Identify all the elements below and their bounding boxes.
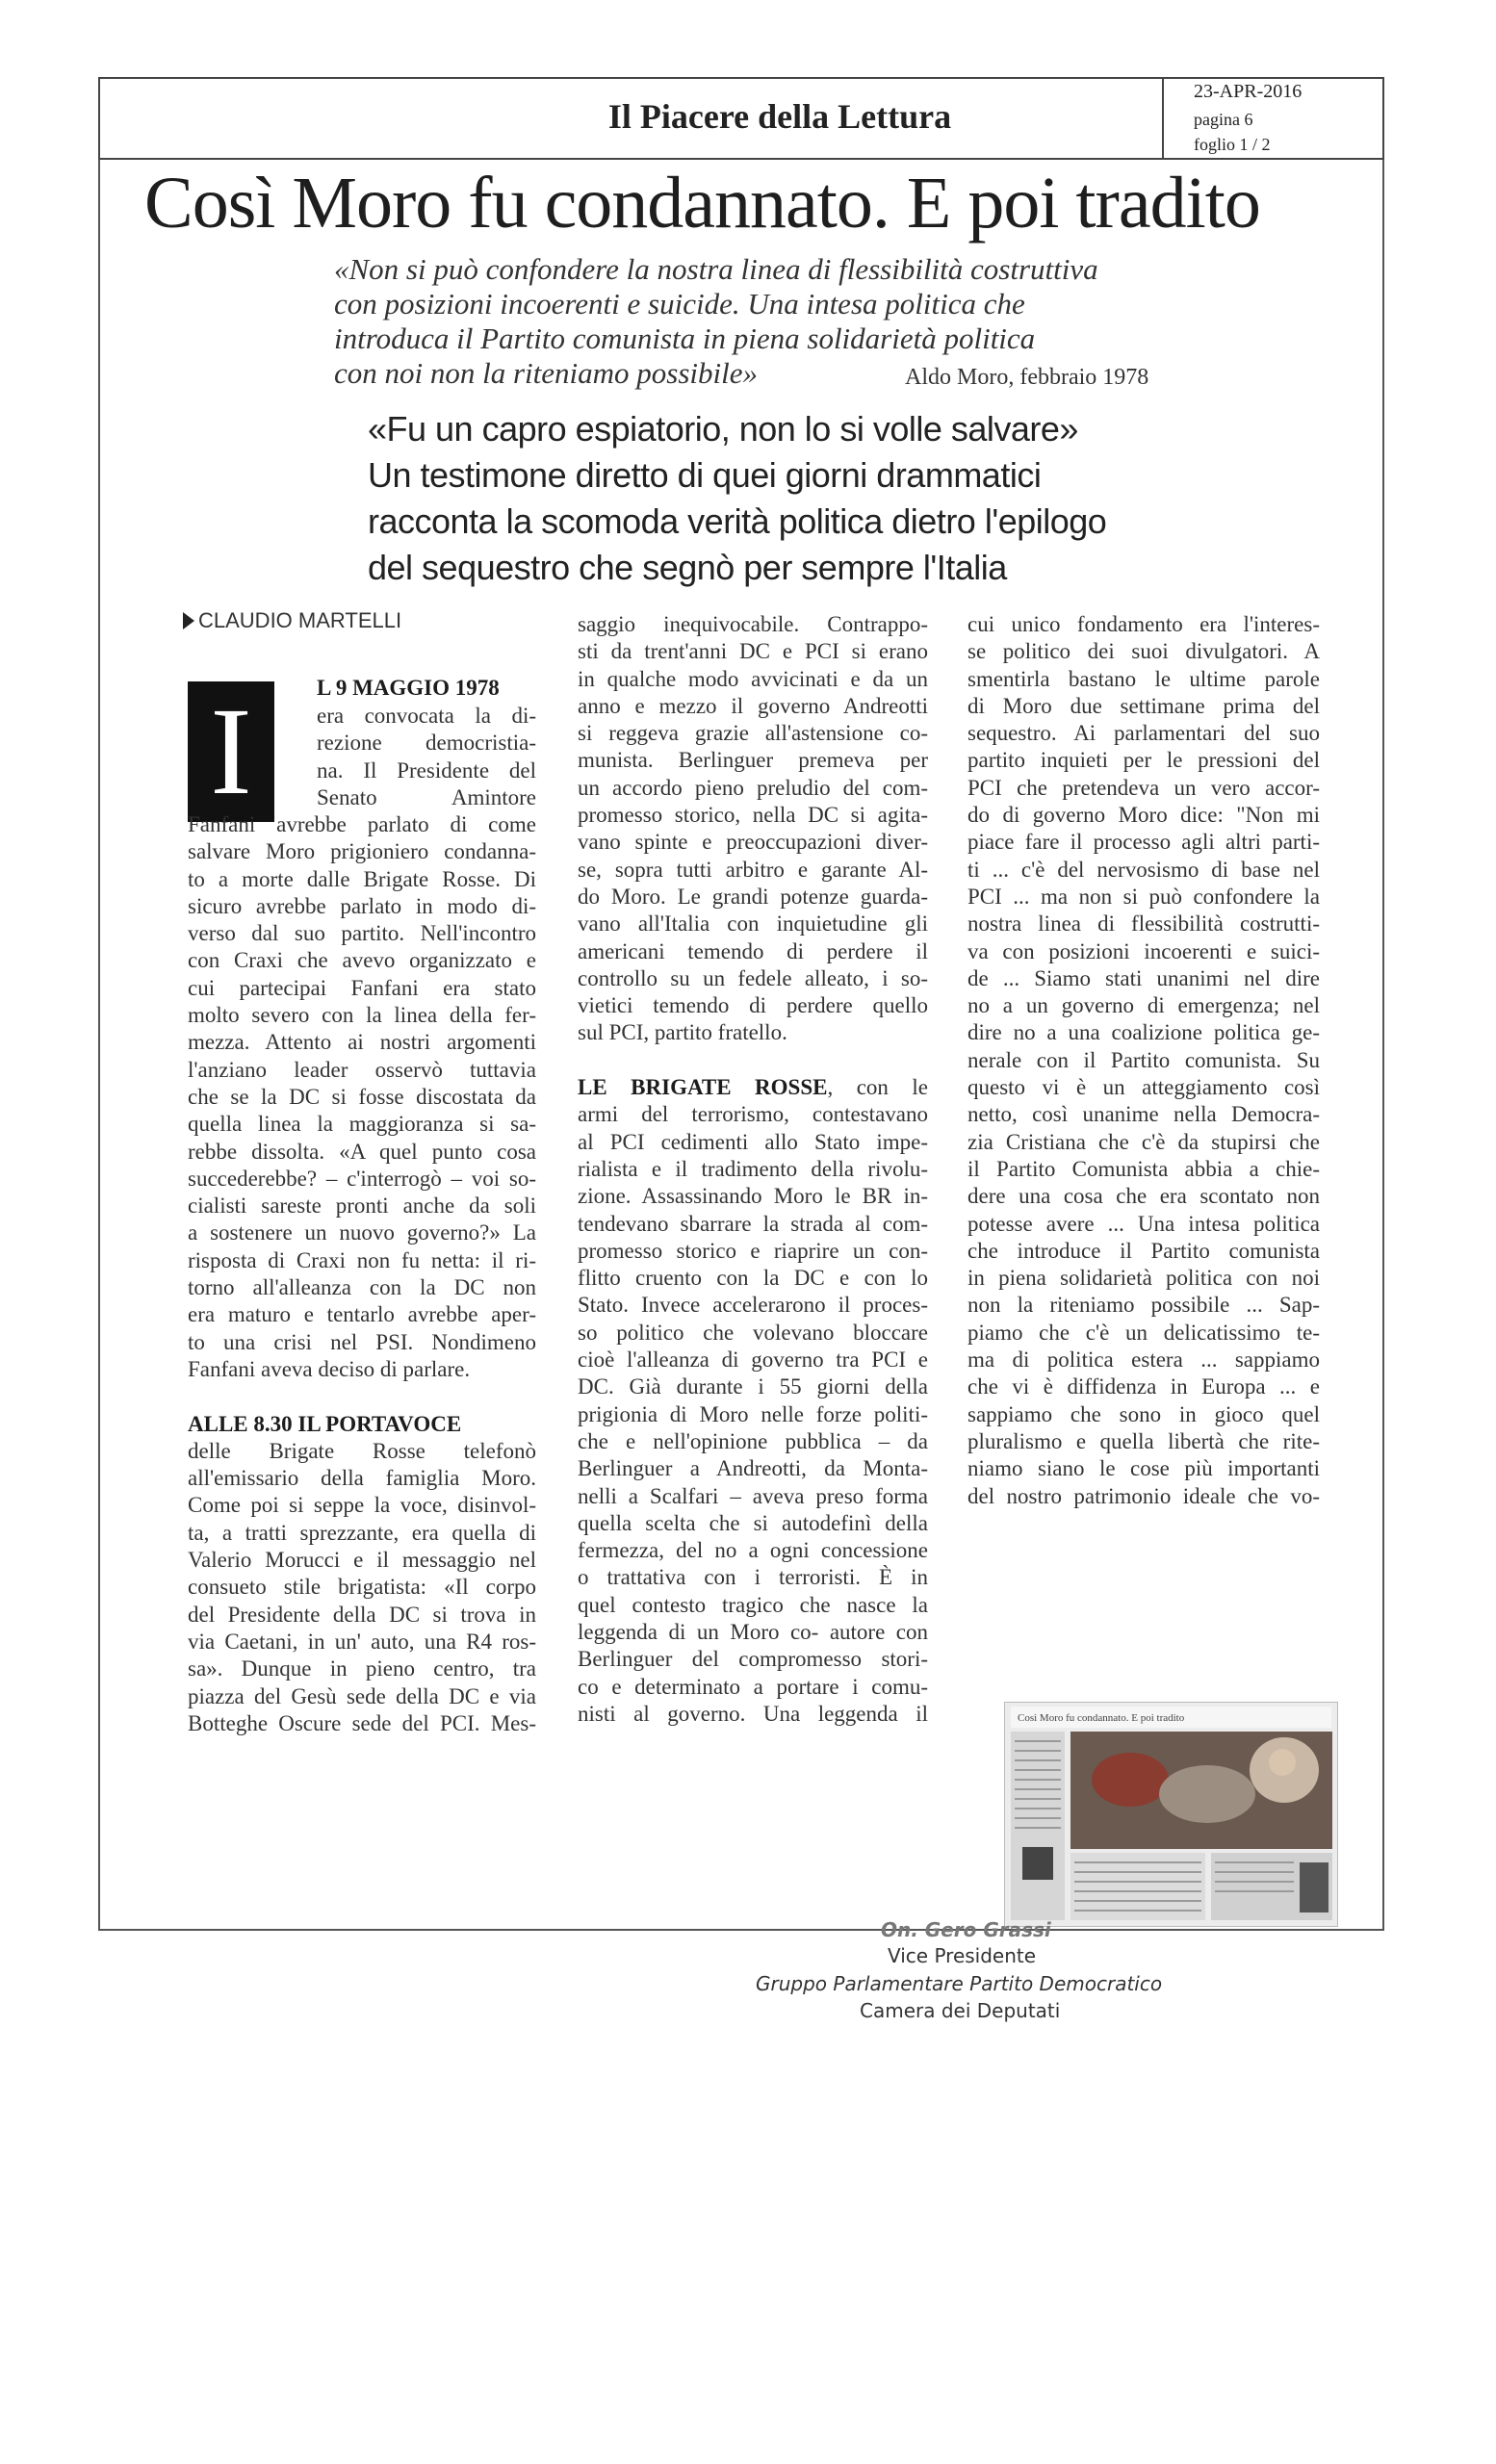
text-line: quel contesto tragico che nasce la bbox=[578, 1592, 928, 1617]
quote-line: introduca il Partito comunista in piena solidarietà politica bbox=[334, 321, 1036, 355]
text-line: si reggeva grazie all'astensione co- bbox=[578, 721, 928, 746]
text-line: quella scelta che si autodefinì della bbox=[578, 1510, 928, 1535]
text-line: smentirla bastano le ultime parole bbox=[967, 666, 1320, 691]
text-line: cui unico fondamento era l'interes- bbox=[967, 612, 1320, 636]
text-line: Fanfani aveva deciso di parlare. bbox=[188, 1356, 471, 1381]
text-line: in qualche modo avvicinati e da un bbox=[578, 666, 928, 691]
text-line: molto severo con la linea della fer- bbox=[188, 1003, 536, 1028]
text-line: era convocata la di- bbox=[317, 704, 536, 728]
sheet-number: foglio 1 / 2 bbox=[1194, 135, 1271, 154]
column-3 bbox=[967, 611, 1320, 1510]
text-line: PCI che pretendeva un vero accor- bbox=[967, 775, 1320, 800]
text-line: flitto cruento con la DC e con lo bbox=[578, 1266, 928, 1291]
text-line: ta, a tratti sprezzante, era quella di bbox=[188, 1520, 536, 1545]
text-line: sappiamo che sono in gioco quel bbox=[967, 1401, 1320, 1426]
text-line: anno e mezzo il governo Andreotti bbox=[578, 693, 928, 718]
text-line: a sostenere un nuovo governo?» La bbox=[188, 1220, 536, 1245]
text-line: vano all'Italia con inquietudine gli bbox=[578, 911, 928, 937]
text-line: al PCI cedimenti allo Stato impe- bbox=[578, 1129, 928, 1154]
subtitle-line: Un testimone diretto di quei giorni drammatici bbox=[368, 455, 1042, 495]
text-line: del nostro patrimonio ideale che vo- bbox=[967, 1483, 1320, 1508]
text-line: rialista e il tradimento della rivolu- bbox=[578, 1156, 928, 1181]
text-line: fermezza, del no a ogni concessione bbox=[578, 1538, 928, 1563]
text-line: sicuro avrebbe parlato in modo di- bbox=[188, 893, 536, 918]
run-in-heading bbox=[188, 1411, 536, 1438]
text-line: con Craxi che avevo organizzato e bbox=[188, 948, 536, 973]
text-line: non la riteniamo possibile ... Sap- bbox=[967, 1293, 1320, 1318]
text-line: potesse avere ... Una intesa politica bbox=[967, 1211, 1320, 1236]
text-line: dire no a una coalizione politica ge- bbox=[967, 1020, 1320, 1045]
quote-line: con posizioni incoerenti e suicide. Una intesa politica che bbox=[334, 287, 1025, 321]
text-line: che e nell'opinione pubblica – da bbox=[578, 1428, 928, 1453]
stamp-name: On. Gero Grassi bbox=[881, 1918, 1051, 1941]
text-line: do Moro. Le grandi potenze guarda- bbox=[578, 884, 928, 909]
subtitle-line: racconta la scomoda verità politica dietro l'epilogo bbox=[368, 501, 1107, 541]
text-line: do di governo Moro dice: "Non mi bbox=[967, 803, 1320, 828]
quote-attribution: Aldo Moro, febbraio 1978 bbox=[905, 365, 1149, 390]
text-line: no a un governo di emergenza; nel bbox=[967, 993, 1320, 1018]
text-line: to una crisi nel PSI. Nondimeno bbox=[188, 1329, 536, 1354]
text-line: verso dal suo partito. Nell'incontro bbox=[188, 921, 536, 946]
quote-line: con noi non la riteniamo possibile» bbox=[334, 356, 759, 390]
text-line: pluralismo e quella libertà che rite- bbox=[967, 1428, 1320, 1453]
text-line: in piena solidarietà politica con noi bbox=[967, 1266, 1320, 1291]
text-line: sa». Dunque in pieno centro, tra bbox=[188, 1656, 536, 1681]
author-name: CLAUDIO MARTELLI bbox=[198, 608, 402, 632]
text-line: Berlinguer del compromesso stori- bbox=[578, 1647, 928, 1672]
text-line: rebbe dissolta. «A quel punto cosa bbox=[188, 1139, 536, 1164]
stamp-chamber: Camera dei Deputati bbox=[860, 1999, 1061, 2022]
text-line: Stato. Invece accelerarono il proces- bbox=[578, 1293, 928, 1318]
text-line: vietici temendo di perdere quello bbox=[578, 993, 928, 1018]
text-line: controllo su un fedele alleato, i so- bbox=[578, 965, 928, 990]
column-1-lead bbox=[317, 703, 536, 811]
text-line: zione. Assassinando Moro le BR in- bbox=[578, 1184, 928, 1209]
text-line: netto, così unanime nella Democra- bbox=[967, 1102, 1320, 1127]
text-line: via Caetani, in un' auto, una R4 ros- bbox=[188, 1629, 536, 1654]
text-line: Botteghe Oscure sede del PCI. Mes- bbox=[188, 1710, 536, 1735]
quote-line: «Non si può confondere la nostra linea di flessibilità costruttiva bbox=[334, 252, 1098, 286]
text-line: niamo siano le cose più importanti bbox=[967, 1456, 1320, 1481]
column-1 bbox=[188, 811, 536, 1737]
run-in-heading bbox=[578, 1074, 928, 1101]
run-in-caps: LE BRIGATE ROSSE bbox=[578, 1075, 828, 1100]
text-line: dere una cosa che era scontato non bbox=[967, 1184, 1320, 1209]
text-line: un accordo pieno preludio del com- bbox=[578, 775, 928, 800]
text-line: nerale con il Partito comunista. Su bbox=[967, 1047, 1320, 1072]
text-line: nelli a Scalfari – aveva preso forma bbox=[578, 1483, 928, 1508]
text-line: era maturo e tentarlo avrebbe aper- bbox=[188, 1302, 536, 1327]
text-line: cioè l'alleanza di governo tra PCI e bbox=[578, 1348, 928, 1373]
subtitle-line: del sequestro che segnò per sempre l'Italia bbox=[368, 548, 1007, 587]
text-line: piamo che c'è un delicatissimo te- bbox=[967, 1320, 1320, 1345]
text-line: piazza del Gesù sede della DC e via bbox=[188, 1683, 536, 1708]
paragraph-gap bbox=[578, 1047, 928, 1074]
issue-date: 23-APR-2016 bbox=[1194, 81, 1303, 102]
text-line: questo vi è un atteggiamento così bbox=[967, 1075, 1320, 1100]
text-line: se, sopra tutti arbitro e garante Al- bbox=[578, 857, 928, 882]
text-line: torno all'alleanza con la DC non bbox=[188, 1275, 536, 1300]
thumbnail-caption: Così Moro fu condannato. E poi tradito bbox=[1018, 1712, 1185, 1724]
lead-caps: L 9 MAGGIO 1978 bbox=[317, 676, 500, 700]
text-line: saggio inequivocabile. Contrappo- bbox=[578, 612, 928, 636]
stamp-group: Gruppo Parlamentare Partito Democratico bbox=[756, 1972, 1163, 1995]
text-line: PCI ... ma non si può confondere la bbox=[967, 884, 1320, 909]
text-line: tendevano sbarrare la strada al com- bbox=[578, 1211, 928, 1236]
text-line: rezione democristia- bbox=[317, 731, 536, 756]
text-line: Come poi si seppe la voce, disinvol- bbox=[188, 1493, 536, 1518]
text-line: DC. Già durante i 55 giorni della bbox=[578, 1374, 928, 1399]
text-line: Valerio Morucci e il messaggio nel bbox=[188, 1548, 536, 1573]
text-line: nostra linea di flessibilità costrutti- bbox=[967, 911, 1320, 937]
text-line: Fanfani avrebbe parlato di come bbox=[188, 812, 536, 836]
column-2 bbox=[578, 611, 928, 1728]
paragraph-gap bbox=[188, 1383, 536, 1410]
text-line: ti ... c'è del nervosismo di base nel bbox=[967, 857, 1320, 882]
text-line: Senato Amintore bbox=[317, 784, 536, 809]
text-line: che vi è diffidenza in Europa ... e bbox=[967, 1374, 1320, 1399]
thumbnail-art bbox=[1005, 1703, 1337, 1926]
text-line: del Presidente della DC si trova in bbox=[188, 1602, 536, 1627]
run-in-rest: , con le bbox=[827, 1075, 929, 1100]
text-line: de ... Siamo stati unanimi nel dire bbox=[967, 965, 1320, 990]
text-line: americani temendo di perdere il bbox=[578, 938, 928, 963]
text-line: risposta di Craxi non fu netta: il ri- bbox=[188, 1247, 536, 1272]
headline: Così Moro fu condannato. E poi tradito bbox=[144, 163, 1260, 244]
text-line: cialisti sareste pronti anche da soli bbox=[188, 1194, 536, 1219]
stamp-role: Vice Presidente bbox=[888, 1944, 1037, 1967]
text-line: sul PCI, partito fratello. bbox=[578, 1020, 787, 1045]
text-line: zia Cristiana che c'è da stupirsi che bbox=[967, 1129, 1320, 1154]
text-line: piace fare il processo agli altri parti- bbox=[967, 830, 1320, 855]
run-in-caps: ALLE 8.30 IL PORTAVOCE bbox=[188, 1411, 462, 1436]
text-line: nisti al governo. Una leggenda il bbox=[578, 1701, 928, 1726]
text-line: promesso storico, nella DC si agita- bbox=[578, 803, 928, 828]
text-line: se politico dei suoi divulgatori. A bbox=[967, 639, 1320, 664]
subtitle-line: «Fu un capro espiatorio, non lo si volle salvare» bbox=[368, 409, 1078, 449]
text-line: salvare Moro prigioniero condanna- bbox=[188, 839, 536, 864]
text-line: all'emissario della famiglia Moro. bbox=[188, 1466, 536, 1491]
publication-name: Il Piacere della Lettura bbox=[607, 97, 952, 136]
dropcap: I bbox=[188, 681, 274, 822]
text-line: leggenda di un Moro co- autore con bbox=[578, 1619, 928, 1644]
text-line: va con posizioni incoerenti e suici- bbox=[967, 938, 1320, 963]
text-line: di Moro due settimane prima del bbox=[967, 693, 1320, 718]
text-line: sequestro. Ai parlamentari del suo bbox=[967, 721, 1320, 746]
text-line: co e determinato a portare i comu- bbox=[578, 1674, 928, 1699]
text-line: consueto stile brigatista: «Il corpo bbox=[188, 1575, 536, 1600]
text-line: che se la DC si fosse discostata da bbox=[188, 1084, 536, 1109]
byline-arrow-icon bbox=[183, 612, 194, 629]
text-line: succederebbe? – c'interrogò – voi so- bbox=[188, 1166, 536, 1191]
text-line: partito inquieti per le pressioni del bbox=[967, 748, 1320, 773]
page-thumbnail bbox=[1004, 1702, 1338, 1927]
text-line: l'anziano leader osservò tuttavia bbox=[188, 1057, 536, 1082]
text-line: delle Brigate Rosse telefonò bbox=[188, 1438, 536, 1463]
text-line: munista. Berlinguer premeva per bbox=[578, 748, 928, 773]
text-line: promesso storico e riaprire un con- bbox=[578, 1238, 928, 1263]
text-line: o trattativa con i terroristi. È in bbox=[578, 1565, 928, 1590]
text-line: so politico che volevano bloccare bbox=[578, 1320, 928, 1345]
text-line: il Partito Comunista abbia a chie- bbox=[967, 1156, 1320, 1181]
text-line: armi del terrorismo, contestavano bbox=[578, 1102, 928, 1127]
masthead-divider bbox=[1162, 77, 1164, 160]
text-line: to a morte dalle Brigate Rosse. Di bbox=[188, 866, 536, 891]
page-number: pagina 6 bbox=[1194, 110, 1253, 129]
byline bbox=[183, 608, 401, 633]
text-line: prigionia di Moro nelle forze politi- bbox=[578, 1401, 928, 1426]
text-line: ma di politica estera ... sappiamo bbox=[967, 1348, 1320, 1373]
text-line: sti da trent'anni DC e PCI si erano bbox=[578, 639, 928, 664]
text-line: mezza. Attento ai nostri argomenti bbox=[188, 1030, 536, 1055]
text-line: quella linea la maggioranza si sa- bbox=[188, 1112, 536, 1137]
text-line: Berlinguer a Andreotti, da Monta- bbox=[578, 1456, 928, 1481]
text-line: cui partecipai Fanfani era stato bbox=[188, 975, 536, 1000]
text-line: vano spinte e preoccupazioni diver- bbox=[578, 830, 928, 855]
text-line: na. Il Presidente del bbox=[317, 757, 536, 783]
text-line: che introduce il Partito comunista bbox=[967, 1238, 1320, 1263]
